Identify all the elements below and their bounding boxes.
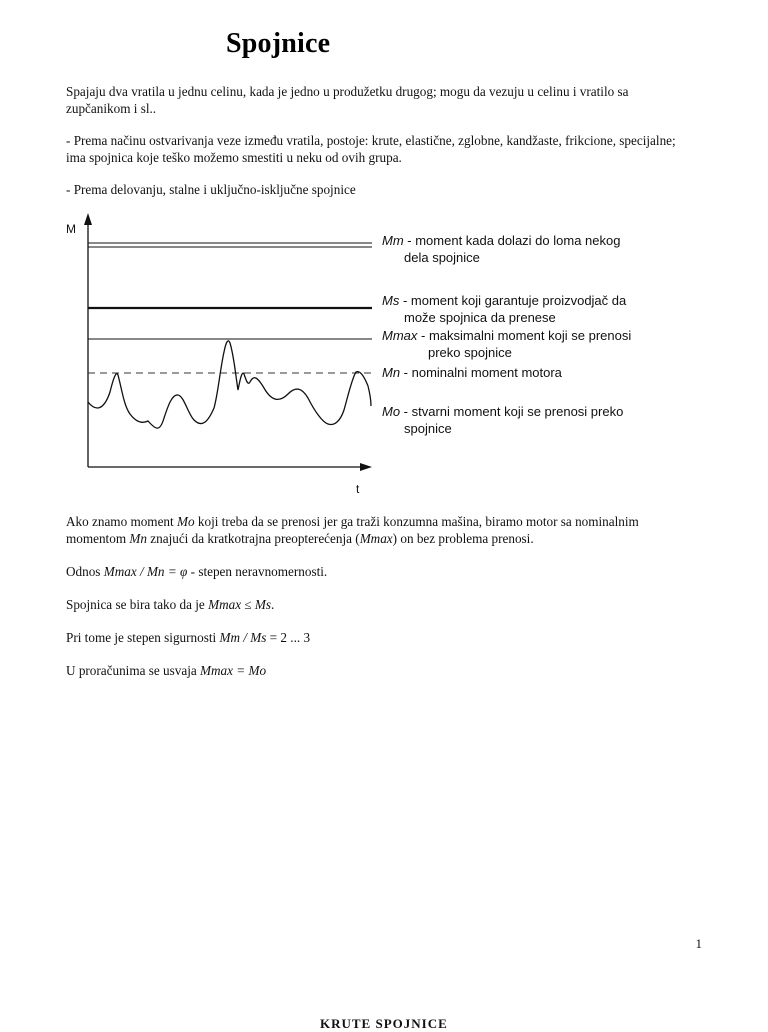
formula-ratio: Mmax / Mn = φ [103, 564, 188, 579]
text-run: Pri tome je stepen sigurnosti [66, 630, 220, 645]
action-paragraph: - Prema delovanju, stalne i uključno-isključne spojnice [66, 182, 356, 197]
symbol-mo: Mo [176, 514, 195, 529]
moment-diagram [60, 210, 380, 500]
legend-text: - maksimalni moment koji se prenosi [417, 328, 632, 343]
mo-curve [88, 341, 371, 428]
legend-entry-mm [382, 232, 620, 266]
next-page-heading: KRUTE SPOJNICE [320, 1016, 448, 1031]
text-run: Odnos [66, 564, 104, 579]
symbol-mn: Mn [129, 530, 147, 546]
legend-symbol: Mm [382, 233, 404, 248]
text-run: koji treba da se prenosi jer ga traži konzumna mašina, biramo motor sa nominalnim momentom [66, 514, 639, 546]
y-axis-arrow-icon [84, 213, 92, 225]
text-run: U proračunima se usvaja [66, 663, 201, 678]
legend-entry-ms [382, 292, 626, 326]
symbol-mmax: Mmax [359, 530, 393, 546]
legend-text: - moment koji garantuje proizvodjač da [399, 293, 627, 308]
assumption-paragraph [66, 663, 686, 680]
legend-entry-mo [382, 403, 623, 437]
legend-text: - nominalni moment motora [400, 365, 562, 380]
safety-paragraph [66, 630, 686, 647]
legend-text-cont: spojnice [404, 421, 452, 436]
moment-diagram-svg [60, 210, 380, 500]
legend-text-cont: može spojnica da prenese [404, 310, 556, 325]
page-number: 1 [695, 936, 702, 951]
formula-safety: Mm / Ms [219, 630, 267, 645]
text-run: . [271, 597, 275, 612]
legend-text-cont: dela spojnice [404, 250, 480, 265]
legend-entry-mn [382, 364, 562, 381]
y-axis-label: M [66, 222, 76, 236]
text-run: ) on bez problema prenosi. [392, 530, 534, 546]
legend-symbol: Mmax [382, 328, 418, 343]
x-axis-arrow-icon [360, 463, 372, 471]
legend-symbol: Mo [382, 404, 401, 419]
legend-text: - moment kada dolazi do loma nekog [403, 233, 621, 248]
legend-symbol: Mn [382, 365, 401, 380]
legend-symbol: Ms [382, 293, 400, 308]
classification-paragraph: - Prema načinu ostvarivanja veze između vratila, postoje: krute, elastične, zglobne, kandžaste, frikcione, specijalne; ima spojnica koje teško možemo smestiti u neku od ovih grupa. [66, 133, 676, 165]
x-axis-label: t [356, 482, 360, 496]
text-run: = 2 ... 3 [266, 630, 311, 645]
selection-paragraph [66, 514, 686, 547]
text-run: Ako znamo moment [66, 514, 177, 529]
text-run: znajući da kratkotrajna preopterećenja ( [146, 530, 360, 546]
condition-paragraph [66, 597, 686, 614]
text-run: - stepen neravnomernosti. [187, 564, 328, 579]
legend-text: - stvarni moment koji se prenosi preko [400, 404, 624, 419]
formula-assumption: Mmax = Mo [200, 663, 267, 678]
page-title: Spojnice [226, 28, 331, 59]
text-run: Spojnica se bira tako da je [66, 597, 209, 612]
legend-entry-mmax [382, 327, 631, 361]
legend-text-cont: preko spojnice [428, 345, 512, 360]
formula-condition: Mmax ≤ Ms [208, 597, 271, 612]
intro-paragraph: Spajaju dva vratila u jednu celinu, kada je jedno u produžetku drugog; mogu da vezuju u celinu i vratilo sa zupčanikom i sl.. [66, 84, 629, 116]
ratio-paragraph [66, 564, 686, 581]
